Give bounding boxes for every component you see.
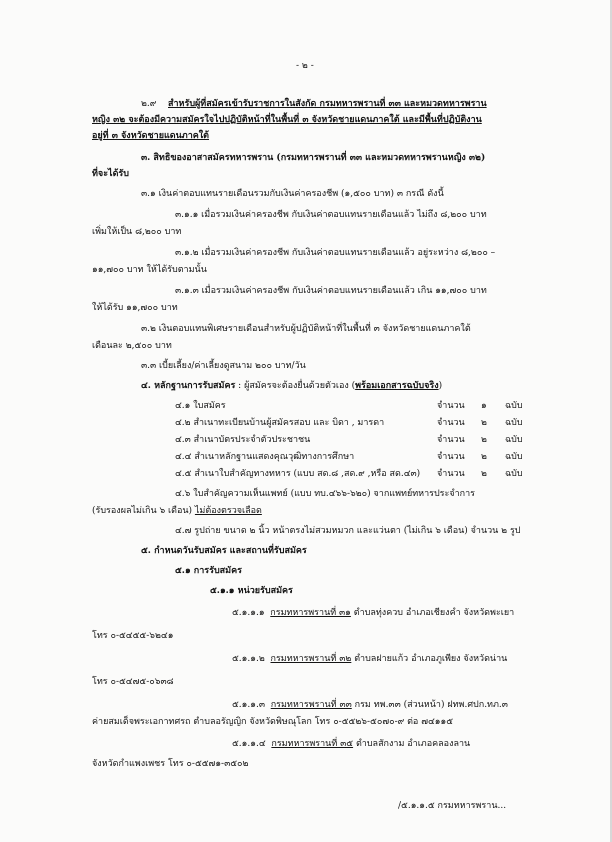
unit-entry <box>232 738 470 750</box>
unit-entry <box>232 607 514 619</box>
item-4-6: ๔.๖ ใบสำคัญความเห็นแพทย์ (แบบ ทบ.๔๖๖-๖๒๐) จากแพทย์ทหารประจำการ <box>175 489 476 499</box>
doc-item-unit: จำนวน <box>437 401 465 411</box>
section-4-note-emphasis: พร้อมเอกสารฉบับจริง <box>355 381 439 391</box>
doc-item-qty: ๑ <box>481 401 487 411</box>
clause-2-9-line-2: หญิง ๓๒ จะต้องมีความสมัครใจไปปฏิบัติหน้าที่ในพื้นที่ ๓ จังหวัดชายแดนภาคใต้ และมีพื้นที่ปฏิบัติงาน <box>92 115 482 125</box>
doc-item-unit: จำนวน <box>437 418 465 428</box>
item-3-1-3-cont: ให้ได้รับ ๑๑,๗๐๐ บาท <box>92 303 178 313</box>
unit-name: กรมทหารพรานที่ ๓๒ <box>270 654 352 664</box>
unit-address: ตำบลสักงาม อำเภอคลองลาน <box>353 739 471 749</box>
unit-number: ๕.๑.๑.๔ <box>232 739 266 749</box>
continuation-footer: /๕.๑.๑.๕ กรมทหารพราน... <box>398 801 507 811</box>
section-5-1-1-heading: ๕.๑.๑ หน่วยรับสมัคร <box>210 586 293 596</box>
unit-contact: ค่ายสมเด็จพระเอกาทศรถ ตำบลอรัญญิก จังหวัดพิษณุโลก โทร ๐-๕๕๒๖-๕๐๗๐-๙ ต่อ ๗๔๑๑๕ <box>92 717 454 727</box>
unit-contact: จังหวัดกำแพงเพชร โทร ๐-๕๕๗๑-๓๕๐๒ <box>92 759 249 769</box>
clause-2-9-line-3: อยู่ที่ ๓ จังหวัดชายแดนภาคใต้ <box>92 131 210 141</box>
doc-item-word: ฉบับ <box>505 435 523 445</box>
doc-item-label: ๔.๓ สำเนาบัตรประจำตัวประชาชน <box>175 435 311 445</box>
doc-item-word: ฉบับ <box>505 418 523 428</box>
doc-item-unit: จำนวน <box>437 435 465 445</box>
section-4-note-close: ) <box>438 381 443 391</box>
item-3-2-cont: เดือนละ ๒,๕๐๐ บาท <box>92 341 172 351</box>
unit-contact: โทร ๐-๕๔๕๕-๖๒๔๑ <box>92 631 174 641</box>
unit-number: ๕.๑.๑.๒ <box>232 654 265 664</box>
doc-item-label: ๔.๔ สำเนาหลักฐานแสดงคุณวุฒิทางการศึกษา <box>175 452 355 462</box>
section-3-heading: ๓. สิทธิของอาสาสมัครทหารพราน (กรมทหารพรานที่ ๓๓ และหมวดทหารพรานหญิง ๓๒) <box>141 153 486 163</box>
item-3-2: ๓.๒ เงินตอบแทนพิเศษรายเดือนสำหรับผู้ปฏิบัติหน้าที่ในพื้นที่ ๓ จังหวัดชายแดนภาคใต้ <box>141 324 471 334</box>
doc-item-label: ๔.๕ สำเนาใบสำคัญทางทหาร (แบบ สด.๘ ,สด.๙ ,หรือ สด.๔๓) <box>175 469 421 479</box>
section-5-1-heading: ๕.๑ การรับสมัคร <box>175 566 242 576</box>
doc-item-word: ฉบับ <box>505 469 523 479</box>
unit-address: ตำบลฝายแก้ว อำเภอภูเพียง จังหวัดน่าน <box>351 654 508 664</box>
unit-number: ๕.๑.๑.๑ <box>232 608 265 618</box>
unit-entry <box>232 653 507 665</box>
section-4-heading <box>141 380 442 392</box>
unit-contact: โทร ๐-๕๔๗๕-๐๖๓๘ <box>92 677 174 687</box>
item-3-1-1: ๓.๑.๑ เมื่อรวมเงินค่าครองชีพ กับเงินค่าตอบแทนรายเดือนแล้ว ไม่ถึง ๘,๒๐๐ บาท <box>175 210 487 220</box>
unit-name: กรมทหารพรานที่ ๓๓ <box>270 700 352 710</box>
item-4-6-cont <box>92 505 262 517</box>
doc-item-label: ๔.๑ ใบสมัคร <box>175 401 226 411</box>
clause-2-9-number: ๒.๙ <box>141 99 157 109</box>
item-4-6-no-blood-test: ไม่ต้องตรวจเลือด <box>194 506 262 516</box>
unit-address: กรม ทพ.๓๓ (ส่วนหน้า) ฝทพ.ศปก.ทภ.๓ <box>351 700 508 710</box>
unit-address: ตำบลทุ่งควบ อำเภอเชียงคำ จังหวัดพะเยา <box>350 608 515 618</box>
section-4-note: : ผู้สมัครจะต้องยื่นด้วยตัวเอง ( <box>235 381 356 391</box>
item-3-1-3: ๓.๑.๓ เมื่อรวมเงินค่าครองชีพ กับเงินค่าตอบแทนรายเดือนแล้ว เกิน ๑๑,๗๐๐ บาท <box>175 286 487 296</box>
unit-name: กรมทหารพรานที่ ๓๕ <box>271 739 354 749</box>
item-4-7: ๔.๗ รูปถ่าย ขนาด ๒ นิ้ว หน้าตรงไม่สวมหมวก และแว่นตา (ไม่เกิน ๖ เดือน) จำนวน ๒ รูป <box>175 526 521 536</box>
doc-item-unit: จำนวน <box>437 469 465 479</box>
section-5-heading: ๕. กำหนดวันรับสมัคร และสถานที่รับสมัคร <box>141 546 307 556</box>
unit-number: ๕.๑.๑.๓ <box>232 700 265 710</box>
item-3-1-1-cont: เพิ่มให้เป็น ๘,๒๐๐ บาท <box>92 227 182 237</box>
item-3-1: ๓.๑ เงินค่าตอบแทนรายเดือนรวมกับเงินค่าครองชีพ (๑,๕๐๐ บาท) ๓ กรณี ดังนี้ <box>141 189 444 199</box>
page-number: - ๒ - <box>296 61 314 71</box>
unit-entry <box>232 699 508 711</box>
section-4-title: ๔. หลักฐานการรับสมัคร <box>141 381 236 391</box>
doc-item-word: ฉบับ <box>505 401 523 411</box>
item-3-1-2: ๓.๑.๒ เมื่อรวมเงินค่าครองชีพ กับเงินค่าตอบแทนรายเดือนแล้ว อยู่ระหว่าง ๘,๒๐๐ – <box>175 248 496 258</box>
unit-name: กรมทหารพรานที่ ๓๑ <box>270 608 351 618</box>
item-3-1-2-cont: ๑๑,๗๐๐ บาท ให้ได้รับตามนั้น <box>92 265 207 275</box>
doc-item-label: ๔.๒ สำเนาทะเบียนบ้านผู้สมัครสอบ และ บิดา , มารดา <box>175 418 385 428</box>
doc-item-qty: ๒ <box>481 452 487 462</box>
doc-item-qty: ๒ <box>481 469 487 479</box>
doc-item-word: ฉบับ <box>505 452 523 462</box>
item-4-6-cont-text: (รับรองผลไม่เกิน ๖ เดือน) <box>92 506 195 516</box>
section-3-heading-cont: ที่จะได้รับ <box>92 169 129 179</box>
item-3-3: ๓.๓ เบี้ยเลี้ยง/ค่าเลี้ยงดูสนาม ๒๐๐ บาท/วัน <box>141 361 306 371</box>
clause-2-9-line-1: สำหรับผู้ที่สมัครเข้ารับราชการในสังกัด กรมทหารพรานที่ ๓๓ และหมวดทหารพราน <box>168 99 487 109</box>
doc-item-qty: ๒ <box>481 418 487 428</box>
doc-item-qty: ๒ <box>481 435 487 445</box>
doc-item-unit: จำนวน <box>437 452 465 462</box>
